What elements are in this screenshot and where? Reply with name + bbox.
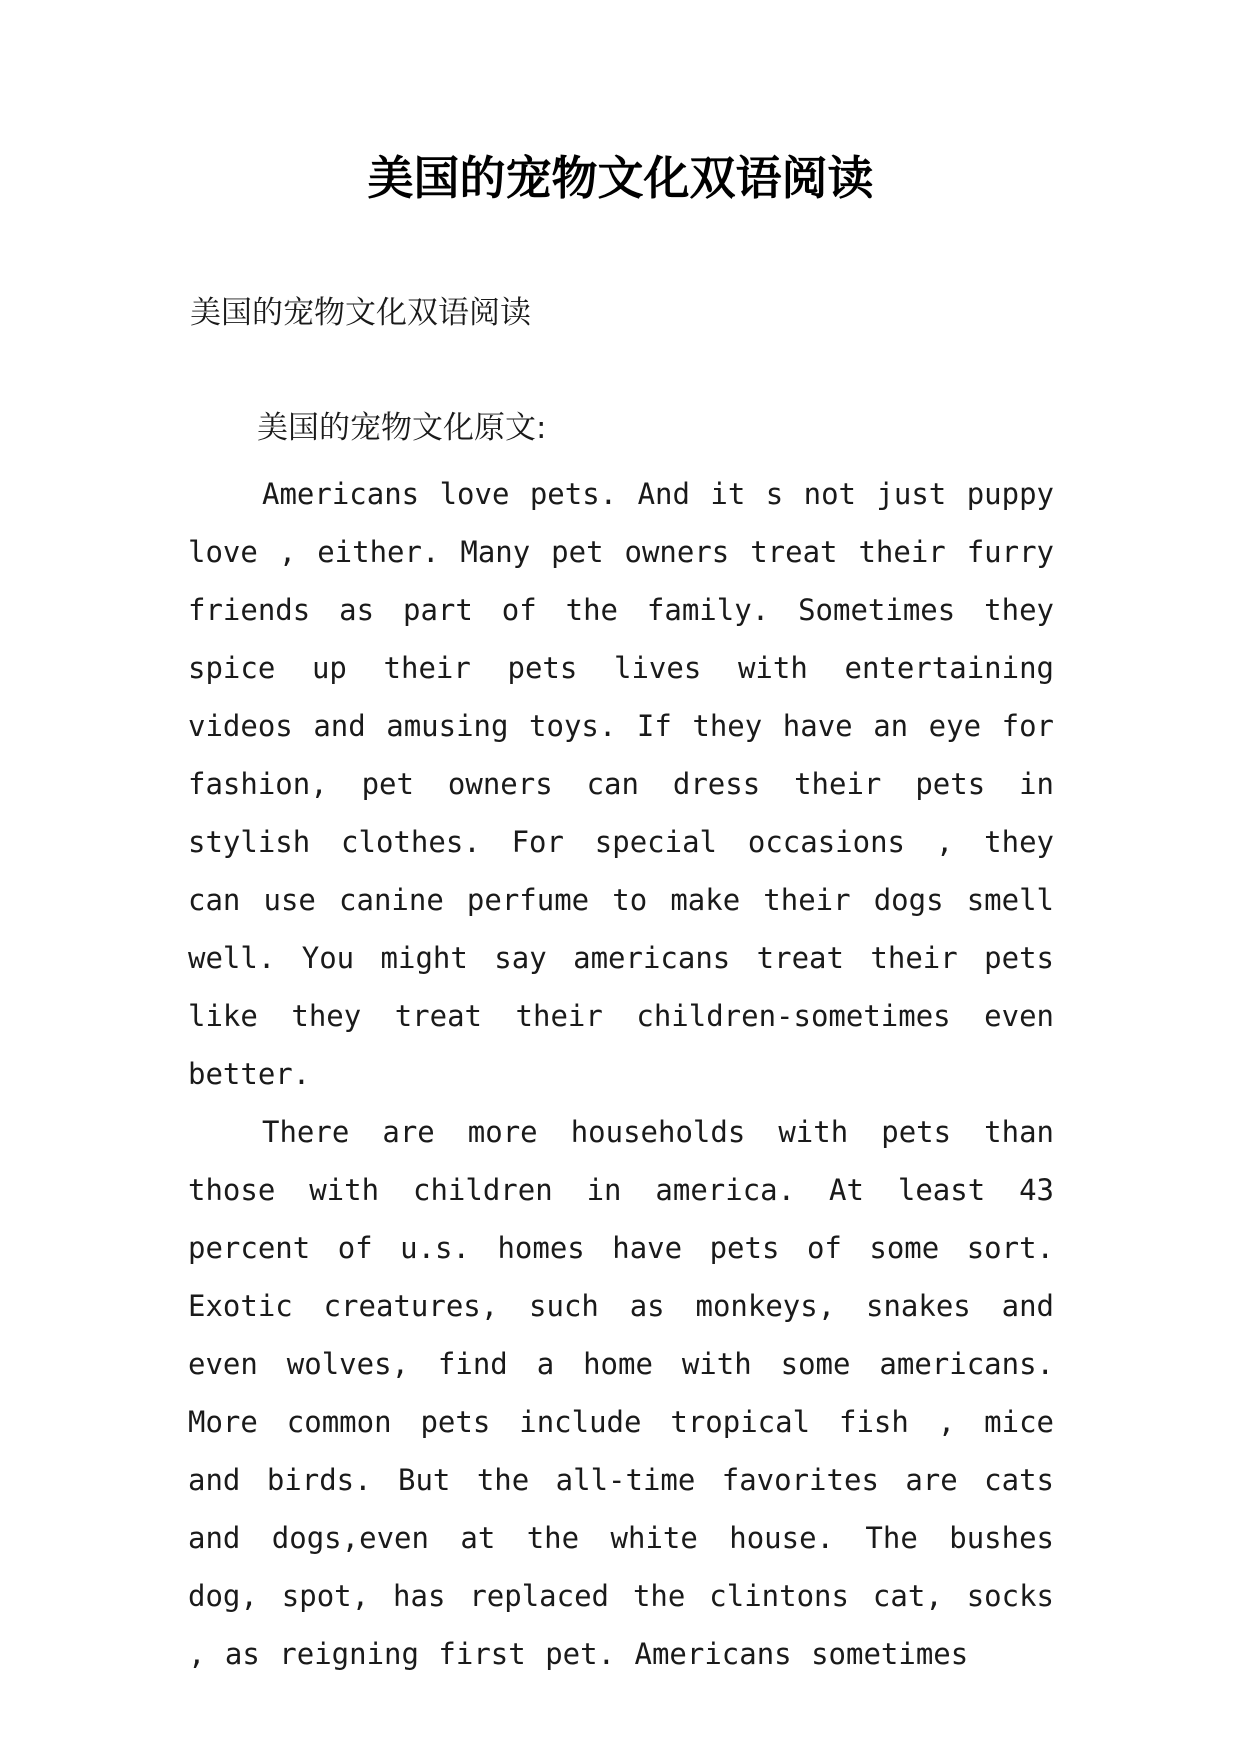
section-label: 美国的宠物文化原文: (257, 410, 547, 446)
document-subtitle: 美国的宠物文化双语阅读 (190, 295, 531, 331)
paragraph-2: There are more households with pets than those with children in america. At least 43 percent of u.s. homes have pets of some sort. Exotic creatures, such as monkeys, snakes and even wolves, find a home with some americans. More common pets include tropical fish , mice and birds. But the all-time favorites are cats and dogs,even at the white house. The bushes dog, spot, has replaced the clintons cat, socks , as reigning first pet. Americans sometimes (188, 1115, 1054, 1671)
body-text (188, 465, 1054, 1683)
document-title: 美国的宠物文化双语阅读 (367, 151, 874, 205)
paragraph-1: Americans love pets. And it s not just puppy love , either. Many pet owners treat their furry friends as part of the family. Sometimes they spice up their pets lives with entertaining videos and amusing toys. If they have an eye for fashion, pet owners can dress their pets in stylish clothes. For special occasions , they can use canine perfume to make their dogs smell well. You might say americans treat their pets like they treat their children-sometimes even better. (188, 477, 1054, 1091)
